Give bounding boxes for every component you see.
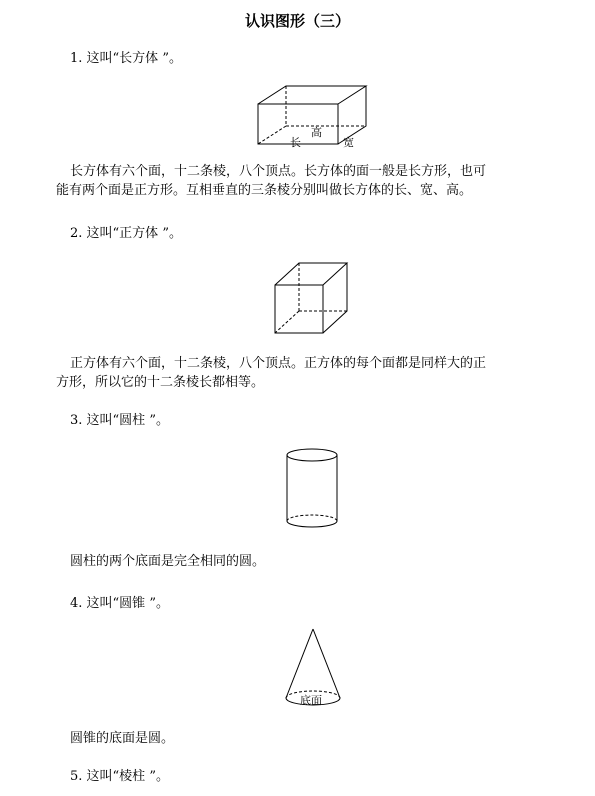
cuboid-width-label: 宽 <box>343 136 354 149</box>
cuboid-length-label: 长 <box>290 136 301 149</box>
section-2-body-line-1: 正方体有六个面，十二条棱，八个顶点。正方体的每个面都是同样大的正 <box>70 356 487 371</box>
section-2-heading: 2. 这叫“正方体 ”。 <box>70 226 182 241</box>
section-1-body-line-1: 长方体有六个面，十二条棱，八个顶点。长方体的面一般是长方形，也可 <box>70 164 487 179</box>
cylinder-figure <box>283 446 343 532</box>
cone-base-label: 底面 <box>300 694 322 707</box>
cuboid-height-label: 高 <box>311 126 322 139</box>
section-2-body-line-2: 方形，所以它的十二条棱长都相等。 <box>56 375 265 390</box>
section-4-body-line-1: 圆锥的底面是圆。 <box>70 731 175 746</box>
section-3-body-line-1: 圆柱的两个底面是完全相同的圆。 <box>70 554 266 569</box>
section-1-heading: 1. 这叫“长方体 ”。 <box>70 51 182 66</box>
section-1-body-line-2: 能有两个面是正方形。互相垂直的三条棱分别叫做长方体的长、宽、高。 <box>56 183 473 198</box>
cube-figure <box>272 260 352 336</box>
section-3-heading: 3. 这叫“圆柱 ”。 <box>70 413 169 428</box>
section-5-heading: 5. 这叫“棱柱 ”。 <box>70 769 169 784</box>
section-4-heading: 4. 这叫“圆锥 ”。 <box>70 596 169 611</box>
page-title: 认识图形（三） <box>244 12 350 30</box>
